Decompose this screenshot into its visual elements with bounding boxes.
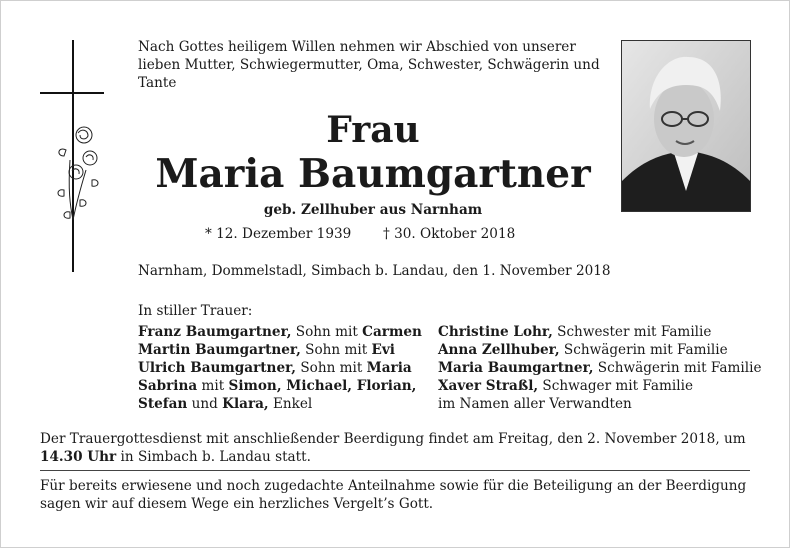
list-item: Xaver Straßl, Schwager mit Familie [438, 378, 694, 394]
list-item: Ulrich Baumgartner, Sohn mit Maria [138, 360, 412, 376]
list-item: Franz Baumgartner, Sohn mit Carmen [138, 324, 422, 340]
list-item: Martin Baumgartner, Sohn mit Evi [138, 342, 395, 358]
cross-with-roses-icon [40, 40, 106, 272]
maiden-name: geb. Zellhuber aus Narnham [263, 202, 483, 218]
divider [40, 470, 750, 471]
title-salutation: Frau [326, 109, 420, 151]
mourners-right-list [438, 323, 762, 413]
list-item: Sabrina mit Simon, Michael, Florian, [138, 378, 417, 394]
deceased-name: Maria Baumgartner [155, 151, 591, 197]
death-date: † 30. Oktober 2018 [383, 226, 516, 242]
list-item: Stefan und Klara, Enkel [138, 396, 313, 412]
list-item: im Namen aller Verwandten [438, 396, 632, 412]
intro-text: Nach Gottes heiligem Willen nehmen wir Abschied von unserer lieben Mutter, Schwiegermutter, Oma, Schwester, Schwägerin und Tante [138, 39, 600, 91]
thanks-text: Für bereits erwiesene und noch zugedachte Anteilnahme sowie für die Beteiligung an der Beerdigung sagen wir auf diesem Wege ein herzliches Vergelt’s Gott. [40, 478, 747, 512]
funeral-service-text: Der Trauergottesdienst mit anschließender Beerdigung findet am Freitag, den 2. November 2018, um 14.30 Uhr in Simbach b. Landau statt. [40, 431, 746, 465]
mourners-left-list [138, 323, 422, 413]
list-item: Anna Zellhuber, Schwägerin mit Familie [438, 342, 728, 358]
birth-date: * 12. Dezember 1939 [205, 226, 352, 242]
list-item: Maria Baumgartner, Schwägerin mit Familie [438, 360, 762, 376]
mourning-label: In stiller Trauer: [138, 303, 253, 319]
portrait-photo [621, 40, 751, 212]
list-item: Christine Lohr, Schwester mit Familie [438, 324, 712, 340]
place-date-line: Narnham, Dommelstadl, Simbach b. Landau, den 1. November 2018 [138, 263, 611, 279]
